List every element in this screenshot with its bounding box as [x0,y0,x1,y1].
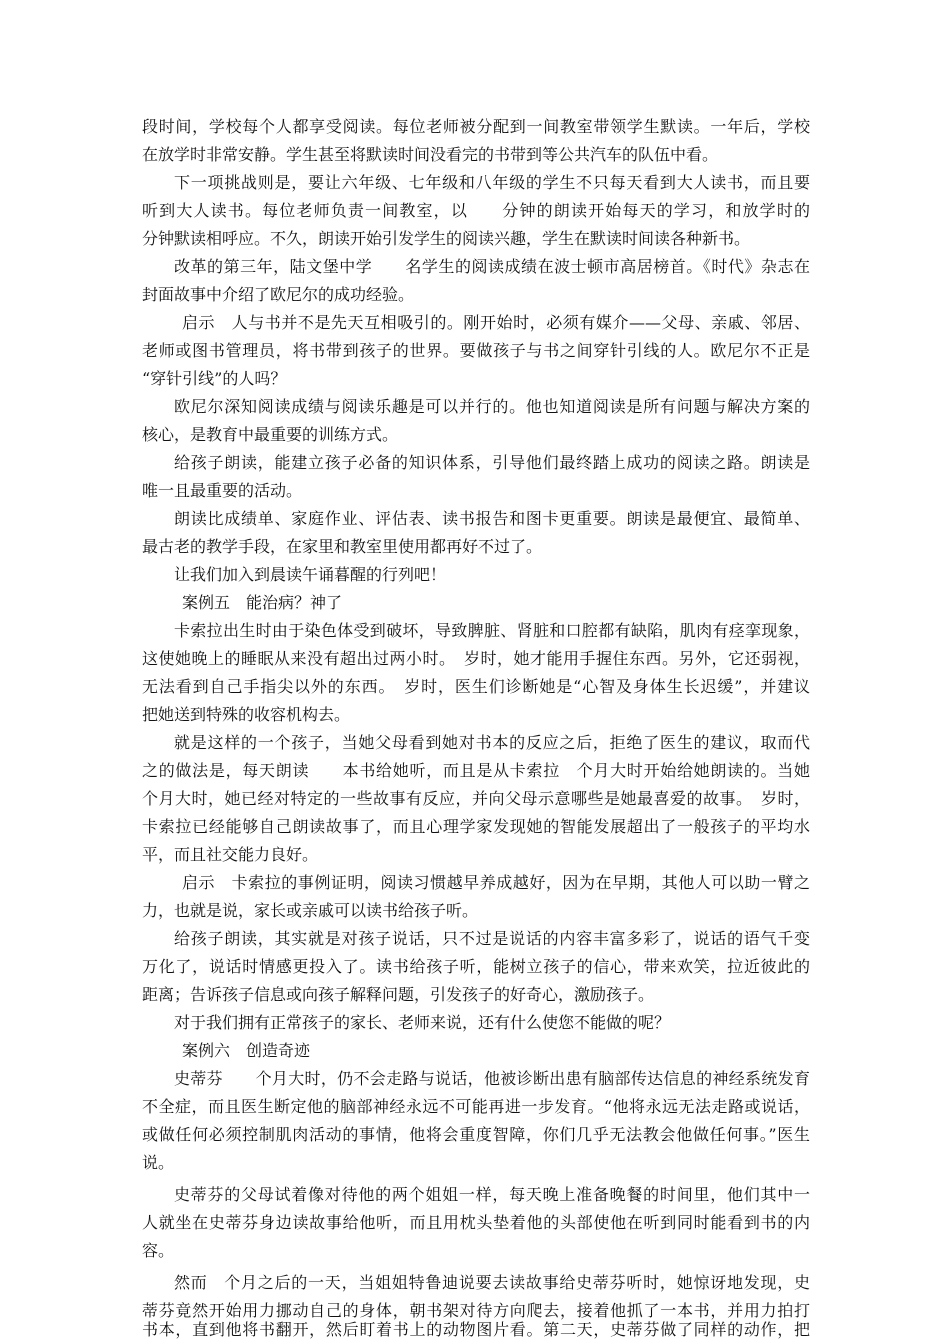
section-heading: 案例六 创造奇迹 [182,1041,311,1060]
text-line: 段时间，学校每个人都享受阅读。每位老师被分配到一间教室带领学生默读。一年后，学校 [142,117,810,136]
text-line: 卡索拉已经能够自己朗读故事了，而且心理学家发现她的智能发展超出了一般孩子的平均水 [142,817,810,836]
text-line: 或做任何必须控制肌肉活动的事情，他将会重度智障，你们几乎无法教会他做任何事。”医生 [142,1125,810,1144]
text-line: 史蒂芬 个月大时，仍不会走路与说话，他被诊断出患有脑部传达信息的神经系统发育 [174,1069,810,1088]
text-line: 欧尼尔深知阅读成绩与阅读乐趣是可以并行的。他也知道阅读是所有问题与解决方案的 [174,397,810,416]
text-line: 下一项挑战则是，要让六年级、七年级和八年级的学生不只每天看到大人读书，而且要 [174,173,810,192]
text-line: 唯一且最重要的活动。 [142,481,303,500]
text-line: 距离；告诉孩子信息或向孩子解释问题，引发孩子的好奇心，激励孩子。 [142,985,655,1004]
text-line: 就是这样的一个孩子，当她父母看到她对书本的反应之后，拒绝了医生的建议，取而代 [174,733,810,752]
text-line: 让我们加入到晨读午诵暮醒的行列吧！ [174,565,447,584]
text-line: 核心，是教育中最重要的训练方式。 [142,425,399,444]
text-line: 书本，直到他将书翻开，然后盯着书上的动物图片看。第二天，史蒂芬做了同样的动作，把 [142,1320,810,1339]
text-line: 对于我们拥有正常孩子的家长、老师来说，还有什么使您不能做的呢？ [174,1013,671,1032]
text-line: 这使她晚上的睡眠从来没有超出过两小时。 岁时，她才能用手握住东西。另外，它还弱视， [142,649,810,668]
text-line: 之的做法是，每天朗读 本书给她听，而且是从卡索拉 个月大时开始给她朗读的。当她 [142,761,810,780]
section-heading: 案例五 能治病？神了 [182,593,343,612]
text-line: 平，而且社交能力良好。 [142,845,319,864]
text-line: 分钟默读相呼应。不久，朗读开始引发学生的阅读兴趣，学生在默读时间读各种新书。 [142,229,751,248]
text-line: 说。 [142,1153,175,1172]
text-line: 启示 人与书并不是先天互相吸引的。刚开始时，必须有媒介——父母、亲戚、邻居、 [182,313,810,332]
text-line: 老师或图书管理员，将书带到孩子的世界。要做孩子与书之间穿针引线的人。欧尼尔不正是 [142,341,810,360]
text-line: 不全症，而且医生断定他的脑部神经永远不可能再进一步发育。“他将永远无法走路或说话， [142,1097,810,1116]
text-line: 人就坐在史蒂芬身边读故事给他听，而且用枕头垫着他的头部使他在听到同时能看到书的内 [142,1213,810,1232]
text-line: “穿针引线”的人吗？ [142,369,287,388]
text-line: 封面故事中介绍了欧尼尔的成功经验。 [142,285,415,304]
text-line: 朗读比成绩单、家庭作业、评估表、读书报告和图卡更重要。朗读是最便宜、最简单、 [174,509,810,528]
text-line: 改革的第三年，陆文堡中学 名学生的阅读成绩在波士顿市高居榜首。《时代》杂志在 [174,257,810,276]
text-line: 史蒂芬的父母试着像对待他的两个姐姐一样，每天晚上准备晚餐的时间里，他们其中一 [174,1185,810,1204]
text-line: 把她送到特殊的收容机构去。 [142,705,351,724]
text-line: 听到大人读书。每位老师负责一间教室，以 分钟的朗读开始每天的学习，和放学时的 [142,201,810,220]
text-line: 容。 [142,1241,175,1260]
text-line: 蒂芬竟然开始用力挪动自己的身体，朝书架对待方向爬去，接着他抓了一本书，并用力拍打 [142,1301,810,1320]
text-line: 给孩子朗读，能建立孩子必备的知识体系，引导他们最终踏上成功的阅读之路。朗读是 [174,453,810,472]
text-line: 在放学时非常安静。学生甚至将默读时间没看完的书带到等公共汽车的队伍中看。 [142,145,719,164]
text-line: 万化了，说话时情感更投入了。读书给孩子听，能树立孩子的信心，带来欢笑，拉近彼此的 [142,957,810,976]
text-line: 启示 卡索拉的事例证明，阅读习惯越早养成越好，因为在早期，其他人可以助一臂之 [182,873,810,892]
text-line: 然而 个月之后的一天，当姐姐特鲁迪说要去读故事给史蒂芬听时，她惊讶地发现，史 [174,1273,810,1292]
text-line: 无法看到自己手指尖以外的东西。 岁时，医生们诊断她是“心智及身体生长迟缓”，并建议 [142,677,810,696]
text-line: 卡索拉出生时由于染色体受到破坏，导致脾脏、肾脏和口腔都有缺陷，肌肉有痉挛现象， [174,621,810,640]
text-line: 最古老的教学手段，在家里和教室里使用都再好不过了。 [142,537,543,556]
text-line: 个月大时，她已经对特定的一些故事有反应，并向父母示意哪些是她最喜爱的故事。 岁时， [142,789,810,808]
text-line: 给孩子朗读，其实就是对孩子说话，只不过是说话的内容丰富多彩了，说话的语气千变 [174,929,810,948]
text-line: 力，也就是说，家长或亲戚可以读书给孩子听。 [142,901,479,920]
